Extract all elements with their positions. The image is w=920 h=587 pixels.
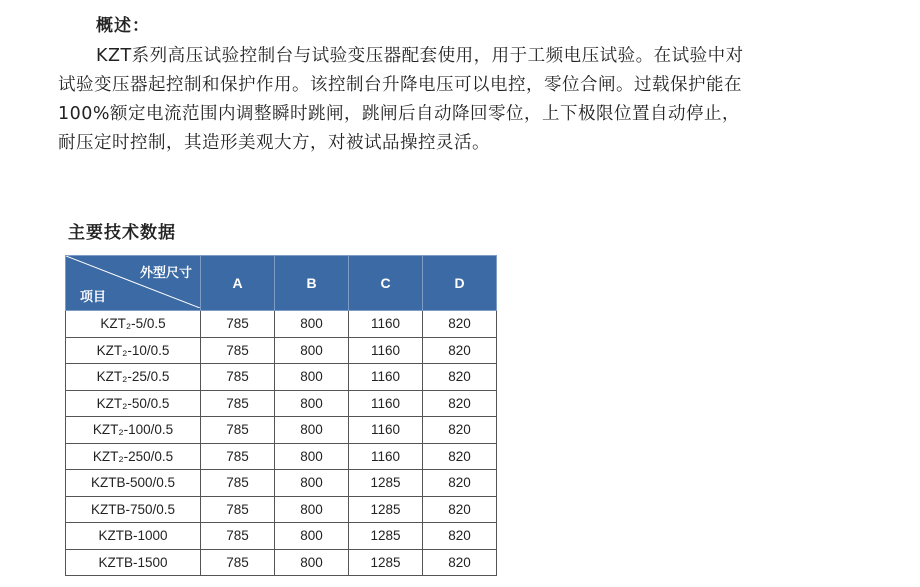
value-cell: 820	[423, 390, 497, 417]
value-cell: 785	[201, 496, 275, 523]
value-cell: 800	[275, 523, 349, 550]
value-cell: 1160	[349, 390, 423, 417]
value-cell: 820	[423, 311, 497, 338]
value-cell: 1160	[349, 337, 423, 364]
table-row	[66, 337, 497, 364]
model-cell: KZTB-1500	[66, 549, 201, 576]
table-row	[66, 390, 497, 417]
value-cell: 800	[275, 443, 349, 470]
value-cell: 800	[275, 311, 349, 338]
overview-line: 试验变压器起控制和保护作用。该控制台升降电压可以电控，零位合闸。过载保护能在	[58, 75, 742, 95]
value-cell: 800	[275, 390, 349, 417]
value-cell: 785	[201, 337, 275, 364]
model-cell: KZTB-750/0.5	[66, 496, 201, 523]
value-cell: 1285	[349, 470, 423, 497]
value-cell: 800	[275, 549, 349, 576]
value-cell: 800	[275, 470, 349, 497]
value-cell: 1160	[349, 417, 423, 444]
model-cell: KZT₂-100/0.5	[66, 417, 201, 444]
table-row	[66, 470, 497, 497]
table-row	[66, 364, 497, 391]
value-cell: 820	[423, 443, 497, 470]
model-cell: KZT₂-10/0.5	[66, 337, 201, 364]
value-cell: 820	[423, 470, 497, 497]
value-cell: 1285	[349, 549, 423, 576]
value-cell: 785	[201, 549, 275, 576]
model-cell: KZTB-1000	[66, 523, 201, 550]
value-cell: 800	[275, 337, 349, 364]
overview-line: KZT系列高压试验控制台与试验变压器配套使用，用于工频电压试验。在试验中对	[96, 46, 744, 66]
value-cell: 785	[201, 470, 275, 497]
column-header: A	[201, 256, 275, 311]
technical-data-heading: 主要技术数据	[68, 223, 176, 243]
value-cell: 820	[423, 549, 497, 576]
value-cell: 1160	[349, 311, 423, 338]
value-cell: 820	[423, 417, 497, 444]
value-cell: 820	[423, 337, 497, 364]
table-row	[66, 496, 497, 523]
table-row	[66, 443, 497, 470]
value-cell: 800	[275, 496, 349, 523]
value-cell: 785	[201, 417, 275, 444]
corner-label-dimensions: 外型尺寸	[139, 266, 192, 281]
table-header-row	[66, 256, 497, 311]
value-cell: 785	[201, 443, 275, 470]
table-row	[66, 523, 497, 550]
model-cell: KZT₂-5/0.5	[66, 311, 201, 338]
table-row	[66, 417, 497, 444]
table-row	[66, 549, 497, 576]
overview-line: 100%额定电流范围内调整瞬时跳闸，跳闸后自动降回零位，上下极限位置自动停止，	[58, 104, 741, 124]
value-cell: 820	[423, 523, 497, 550]
value-cell: 1160	[349, 443, 423, 470]
technical-data-table	[65, 255, 497, 576]
value-cell: 785	[201, 523, 275, 550]
value-cell: 1285	[349, 496, 423, 523]
model-cell: KZTB-500/0.5	[66, 470, 201, 497]
value-cell: 1285	[349, 523, 423, 550]
overview-paragraph	[58, 42, 888, 158]
table-corner-header	[66, 256, 201, 311]
value-cell: 785	[201, 364, 275, 391]
value-cell: 800	[275, 417, 349, 444]
value-cell: 785	[201, 311, 275, 338]
value-cell: 820	[423, 364, 497, 391]
corner-label-item: 项目	[80, 290, 107, 305]
table-row	[66, 311, 497, 338]
value-cell: 800	[275, 364, 349, 391]
value-cell: 1160	[349, 364, 423, 391]
value-cell: 785	[201, 390, 275, 417]
column-header: D	[423, 256, 497, 311]
value-cell: 820	[423, 496, 497, 523]
column-header: B	[275, 256, 349, 311]
overview-heading: 概述：	[96, 16, 150, 36]
model-cell: KZT₂-250/0.5	[66, 443, 201, 470]
model-cell: KZT₂-25/0.5	[66, 364, 201, 391]
model-cell: KZT₂-50/0.5	[66, 390, 201, 417]
column-header: C	[349, 256, 423, 311]
overview-line: 耐压定时控制，其造形美观大方，对被试品操控灵活。	[58, 133, 490, 153]
